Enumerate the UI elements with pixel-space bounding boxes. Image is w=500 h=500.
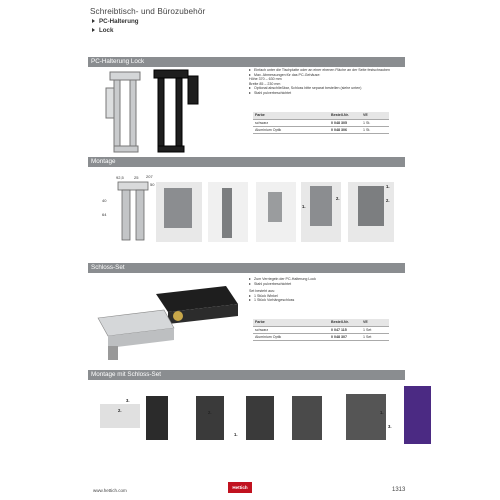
step-label: 2. xyxy=(386,198,390,203)
section-bar-pc-halterung: PC-Halterung Lock xyxy=(88,57,405,67)
set-contents-item: 1 Stück Vorhängeschloss xyxy=(249,298,399,303)
dimension-label: 40 xyxy=(102,198,107,203)
feature-item: Optional abschließbar, Schloss bitte separat bestellen (siehe unten) xyxy=(249,86,399,91)
step-label: 1. xyxy=(234,432,238,437)
set-contents-label: Set besteht aus: xyxy=(249,289,275,293)
table-row: schwarz 0 047 115 1 Set xyxy=(253,326,389,333)
step-label: 2. xyxy=(208,410,212,415)
feature-item: Stahl pulverbeschichtet xyxy=(249,91,399,96)
chapter-side-tab xyxy=(404,386,431,444)
section-bar-montage: Montage xyxy=(88,157,405,167)
mounting-steps-diagram xyxy=(96,172,406,252)
dimension-label: 25 xyxy=(134,175,139,180)
dimension-label: 92,5 xyxy=(116,175,124,180)
arrow-icon xyxy=(92,19,95,23)
page-title: Schreibtisch- und Bürozubehör xyxy=(90,7,206,16)
step-label: 1. xyxy=(386,184,390,189)
step-label: 3. xyxy=(388,424,392,429)
step-label: 2. xyxy=(118,408,122,413)
subtitle-pc-halterung: PC-Halterung xyxy=(92,18,139,25)
table-row: Aluminium Optik 0 048 306 1 St. xyxy=(253,126,389,133)
footer-url: www.hettich.com xyxy=(93,488,127,493)
set-contents-item: 1 Stück Winkel xyxy=(249,294,399,299)
step-label: 3. xyxy=(126,398,130,403)
feature-item: Max. Abmessungen für das PC-Gehäuse: xyxy=(249,73,399,78)
feature-item: Breite 85 – 230 mm xyxy=(249,81,281,86)
lock-set-mounting-diagram xyxy=(96,384,406,454)
page-number: 1313 xyxy=(392,487,406,493)
step-label: 1. xyxy=(380,410,384,415)
feature-item: Stahl pulverbeschichtet xyxy=(249,282,399,287)
step-label: 2. xyxy=(336,196,340,201)
pc-order-table xyxy=(253,112,389,134)
feature-item: Höhe 370 – 630 mm xyxy=(249,77,282,81)
table-row: Aluminium Optik 0 048 307 1 Set xyxy=(253,333,389,340)
table-row: schwarz 0 048 305 1 St. xyxy=(253,119,389,126)
section-bar-schloss-set: Schloss-Set xyxy=(88,263,405,273)
section-bar-montage-schloss: Montage mit Schloss-Set xyxy=(88,370,405,380)
lock-set-product-image xyxy=(96,276,246,366)
pc-holder-product-image xyxy=(96,68,216,158)
lock-set-feature-list xyxy=(249,277,399,303)
lock-set-order-table xyxy=(253,319,389,341)
dimension-label: 64 xyxy=(102,212,107,217)
feature-item: Einfach unter die Tischplatte oder an einer ebenen Fläche an der Seite festschrauben xyxy=(249,68,399,73)
feature-item: Zum Verriegeln der PC-Halterung Lock xyxy=(249,277,399,282)
table-header-row: Farbe Bestell-Nr. VE xyxy=(253,319,389,326)
table-header-row: Farbe Bestell-Nr. VE xyxy=(253,112,389,119)
hettich-logo: Hettich xyxy=(228,482,252,493)
pc-feature-list xyxy=(249,68,399,95)
dimension-label: 50 xyxy=(150,182,155,187)
step-label: 1. xyxy=(302,204,306,209)
arrow-icon xyxy=(92,28,95,32)
dimension-label: 207 xyxy=(146,174,153,179)
subtitle-lock: Lock xyxy=(92,27,113,34)
